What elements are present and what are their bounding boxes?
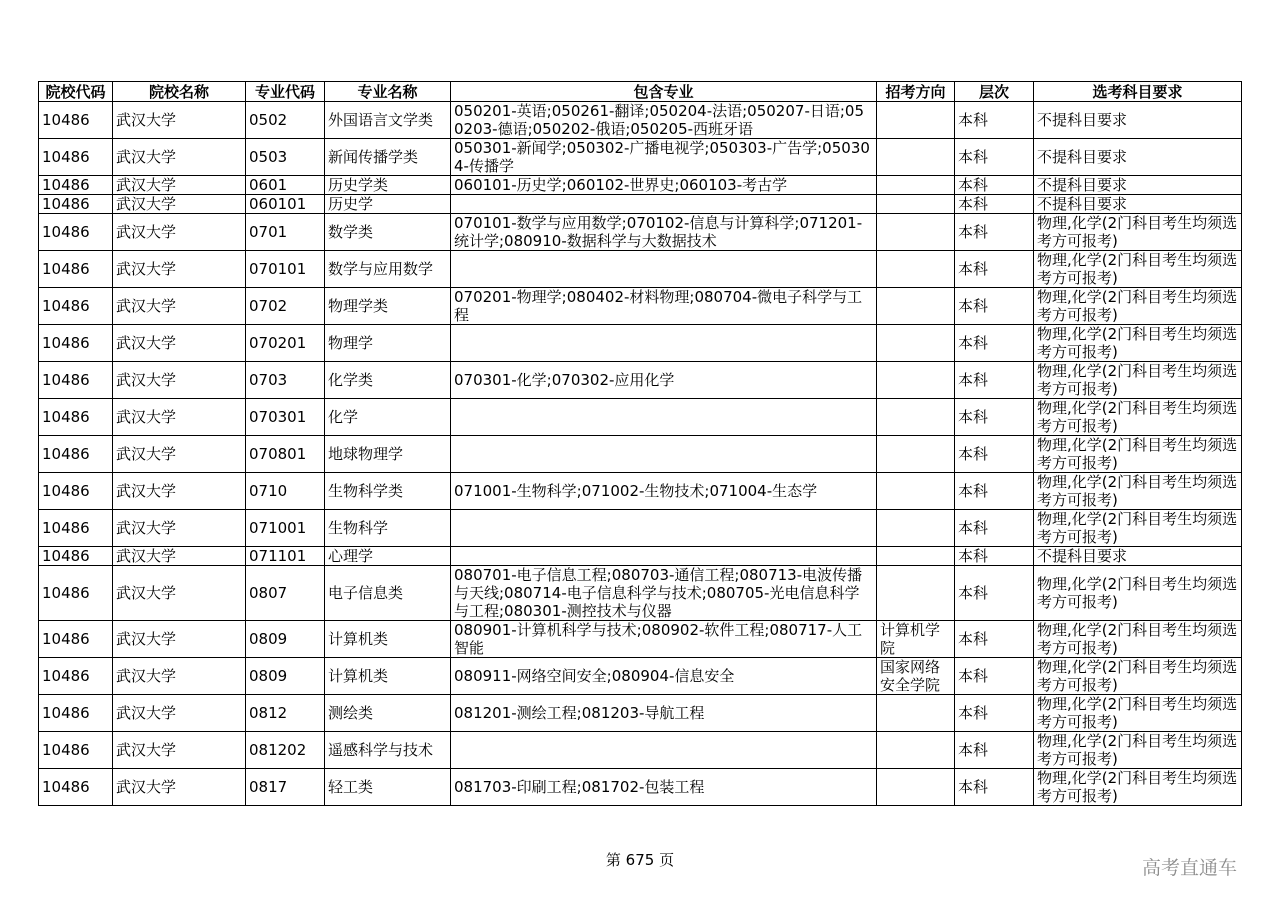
major-name-cell: 地球物理学 [325, 436, 451, 473]
table-row [39, 695, 1242, 732]
major-code-cell: 0817 [246, 769, 325, 806]
level-cell: 本科 [955, 251, 1034, 288]
subject-requirements-cell: 物理,化学(2门科目考生均须选考方可报考) [1034, 658, 1242, 695]
table-row [39, 325, 1242, 362]
school-code-cell: 10486 [39, 139, 113, 176]
major-name-cell: 新闻传播学类 [325, 139, 451, 176]
included-majors-cell: 070101-数学与应用数学;070102-信息与计算科学;071201-统计学;080910-数据科学与大数据技术 [451, 214, 877, 251]
school-code-cell: 10486 [39, 399, 113, 436]
level-cell: 本科 [955, 288, 1034, 325]
included-majors-cell [451, 547, 877, 566]
school-code-cell: 10486 [39, 102, 113, 139]
subject-requirements-cell: 不提科目要求 [1034, 195, 1242, 214]
level-cell: 本科 [955, 139, 1034, 176]
school-code-cell: 10486 [39, 288, 113, 325]
subject-requirements-cell: 物理,化学(2门科目考生均须选考方可报考) [1034, 288, 1242, 325]
table-row [39, 473, 1242, 510]
admission-subject-table [38, 81, 1242, 806]
major-name-cell: 遥感科学与技术 [325, 732, 451, 769]
table-row [39, 621, 1242, 658]
major-name-cell: 数学类 [325, 214, 451, 251]
subject-requirements-cell: 不提科目要求 [1034, 176, 1242, 195]
included-majors-cell: 080701-电子信息工程;080703-通信工程;080713-电波传播与天线;080714-电子信息科学与技术;080705-光电信息科学与工程;080301-测控技术与仪器 [451, 566, 877, 621]
level-cell: 本科 [955, 510, 1034, 547]
subject-requirements-cell: 物理,化学(2门科目考生均须选考方可报考) [1034, 769, 1242, 806]
major-code-cell: 0503 [246, 139, 325, 176]
table-row [39, 176, 1242, 195]
subject-requirements-cell: 物理,化学(2门科目考生均须选考方可报考) [1034, 621, 1242, 658]
admission-direction-cell [877, 195, 955, 214]
admission-direction-cell [877, 732, 955, 769]
admission-direction-cell [877, 362, 955, 399]
included-majors-cell: 080901-计算机科学与技术;080902-软件工程;080717-人工智能 [451, 621, 877, 658]
major-name-cell: 轻工类 [325, 769, 451, 806]
level-cell: 本科 [955, 732, 1034, 769]
included-majors-cell [451, 436, 877, 473]
admission-direction-cell [877, 214, 955, 251]
major-code-cell: 070201 [246, 325, 325, 362]
school-code-cell: 10486 [39, 251, 113, 288]
school-name-cell: 武汉大学 [113, 621, 246, 658]
school-name-cell: 武汉大学 [113, 102, 246, 139]
subject-requirements-cell: 物理,化学(2门科目考生均须选考方可报考) [1034, 566, 1242, 621]
major-code-cell: 0807 [246, 566, 325, 621]
school-name-cell: 武汉大学 [113, 325, 246, 362]
subject-requirements-cell: 物理,化学(2门科目考生均须选考方可报考) [1034, 325, 1242, 362]
subject-requirements-cell: 物理,化学(2门科目考生均须选考方可报考) [1034, 732, 1242, 769]
included-majors-cell [451, 399, 877, 436]
school-code-cell: 10486 [39, 195, 113, 214]
admission-direction-cell: 国家网络安全学院 [877, 658, 955, 695]
level-cell: 本科 [955, 695, 1034, 732]
school-name-cell: 武汉大学 [113, 769, 246, 806]
admission-direction-cell [877, 139, 955, 176]
subject-requirements-cell: 物理,化学(2门科目考生均须选考方可报考) [1034, 251, 1242, 288]
school-code-cell: 10486 [39, 176, 113, 195]
header-admission-direction: 招考方向 [877, 82, 955, 102]
subject-requirements-cell: 不提科目要求 [1034, 102, 1242, 139]
level-cell: 本科 [955, 325, 1034, 362]
level-cell: 本科 [955, 621, 1034, 658]
included-majors-cell: 080911-网络空间安全;080904-信息安全 [451, 658, 877, 695]
header-school-code: 院校代码 [39, 82, 113, 102]
table-row [39, 102, 1242, 139]
header-level: 层次 [955, 82, 1034, 102]
school-code-cell: 10486 [39, 547, 113, 566]
subject-requirements-cell: 不提科目要求 [1034, 547, 1242, 566]
subject-requirements-cell: 物理,化学(2门科目考生均须选考方可报考) [1034, 214, 1242, 251]
table-row [39, 547, 1242, 566]
admission-direction-cell [877, 288, 955, 325]
header-included-majors: 包含专业 [451, 82, 877, 102]
major-code-cell: 081202 [246, 732, 325, 769]
school-code-cell: 10486 [39, 325, 113, 362]
table-row [39, 658, 1242, 695]
major-name-cell: 计算机类 [325, 658, 451, 695]
major-code-cell: 0809 [246, 621, 325, 658]
major-code-cell: 060101 [246, 195, 325, 214]
major-name-cell: 外国语言文学类 [325, 102, 451, 139]
school-name-cell: 武汉大学 [113, 566, 246, 621]
admission-direction-cell: 计算机学院 [877, 621, 955, 658]
major-name-cell: 电子信息类 [325, 566, 451, 621]
included-majors-cell: 070201-物理学;080402-材料物理;080704-微电子科学与工程 [451, 288, 877, 325]
major-name-cell: 化学 [325, 399, 451, 436]
admission-direction-cell [877, 399, 955, 436]
major-code-cell: 070101 [246, 251, 325, 288]
major-name-cell: 历史学类 [325, 176, 451, 195]
included-majors-cell: 081703-印刷工程;081702-包装工程 [451, 769, 877, 806]
admission-direction-cell [877, 325, 955, 362]
included-majors-cell: 050301-新闻学;050302-广播电视学;050303-广告学;050304-传播学 [451, 139, 877, 176]
subject-requirements-cell: 物理,化学(2门科目考生均须选考方可报考) [1034, 436, 1242, 473]
level-cell: 本科 [955, 436, 1034, 473]
major-code-cell: 071001 [246, 510, 325, 547]
major-code-cell: 0809 [246, 658, 325, 695]
header-major-code: 专业代码 [246, 82, 325, 102]
school-name-cell: 武汉大学 [113, 399, 246, 436]
major-code-cell: 0710 [246, 473, 325, 510]
table-row [39, 769, 1242, 806]
school-name-cell: 武汉大学 [113, 547, 246, 566]
school-code-cell: 10486 [39, 621, 113, 658]
admission-direction-cell [877, 769, 955, 806]
level-cell: 本科 [955, 102, 1034, 139]
school-name-cell: 武汉大学 [113, 436, 246, 473]
school-name-cell: 武汉大学 [113, 732, 246, 769]
header-subject-requirements: 选考科目要求 [1034, 82, 1242, 102]
major-code-cell: 0502 [246, 102, 325, 139]
included-majors-cell [451, 251, 877, 288]
major-code-cell: 0701 [246, 214, 325, 251]
table-row [39, 732, 1242, 769]
level-cell: 本科 [955, 566, 1034, 621]
school-name-cell: 武汉大学 [113, 510, 246, 547]
school-code-cell: 10486 [39, 695, 113, 732]
level-cell: 本科 [955, 399, 1034, 436]
school-name-cell: 武汉大学 [113, 658, 246, 695]
major-code-cell: 0812 [246, 695, 325, 732]
table-header-row [39, 82, 1242, 102]
included-majors-cell: 071001-生物科学;071002-生物技术;071004-生态学 [451, 473, 877, 510]
major-name-cell: 化学类 [325, 362, 451, 399]
school-name-cell: 武汉大学 [113, 214, 246, 251]
table-row [39, 195, 1242, 214]
table-row [39, 139, 1242, 176]
subject-requirements-cell: 物理,化学(2门科目考生均须选考方可报考) [1034, 695, 1242, 732]
admission-direction-cell [877, 251, 955, 288]
school-name-cell: 武汉大学 [113, 473, 246, 510]
admission-direction-cell [877, 473, 955, 510]
header-major-name: 专业名称 [325, 82, 451, 102]
table-row [39, 566, 1242, 621]
table-row [39, 436, 1242, 473]
major-name-cell: 物理学 [325, 325, 451, 362]
included-majors-cell [451, 195, 877, 214]
major-name-cell: 物理学类 [325, 288, 451, 325]
subject-requirements-cell: 物理,化学(2门科目考生均须选考方可报考) [1034, 473, 1242, 510]
major-name-cell: 数学与应用数学 [325, 251, 451, 288]
major-name-cell: 生物科学类 [325, 473, 451, 510]
admission-direction-cell [877, 176, 955, 195]
school-code-cell: 10486 [39, 362, 113, 399]
level-cell: 本科 [955, 176, 1034, 195]
included-majors-cell: 070301-化学;070302-应用化学 [451, 362, 877, 399]
school-name-cell: 武汉大学 [113, 362, 246, 399]
school-code-cell: 10486 [39, 473, 113, 510]
major-code-cell: 0703 [246, 362, 325, 399]
table-row [39, 251, 1242, 288]
subject-requirements-cell: 不提科目要求 [1034, 139, 1242, 176]
level-cell: 本科 [955, 195, 1034, 214]
level-cell: 本科 [955, 769, 1034, 806]
school-code-cell: 10486 [39, 769, 113, 806]
admission-direction-cell [877, 102, 955, 139]
included-majors-cell: 050201-英语;050261-翻译;050204-法语;050207-日语;050203-德语;050202-俄语;050205-西班牙语 [451, 102, 877, 139]
level-cell: 本科 [955, 214, 1034, 251]
table-row [39, 288, 1242, 325]
table-row [39, 362, 1242, 399]
subject-requirements-cell: 物理,化学(2门科目考生均须选考方可报考) [1034, 399, 1242, 436]
included-majors-cell [451, 732, 877, 769]
major-name-cell: 历史学 [325, 195, 451, 214]
admission-direction-cell [877, 566, 955, 621]
major-name-cell: 计算机类 [325, 621, 451, 658]
school-code-cell: 10486 [39, 732, 113, 769]
admission-direction-cell [877, 695, 955, 732]
table-body [39, 102, 1242, 806]
school-name-cell: 武汉大学 [113, 139, 246, 176]
admission-direction-cell [877, 436, 955, 473]
subject-requirements-cell: 物理,化学(2门科目考生均须选考方可报考) [1034, 362, 1242, 399]
included-majors-cell: 081201-测绘工程;081203-导航工程 [451, 695, 877, 732]
major-name-cell: 心理学 [325, 547, 451, 566]
header-school-name: 院校名称 [113, 82, 246, 102]
page-number: 第 675 页 [605, 851, 675, 869]
school-code-cell: 10486 [39, 214, 113, 251]
school-name-cell: 武汉大学 [113, 176, 246, 195]
major-code-cell: 0702 [246, 288, 325, 325]
major-name-cell: 测绘类 [325, 695, 451, 732]
major-code-cell: 0601 [246, 176, 325, 195]
level-cell: 本科 [955, 473, 1034, 510]
table-row [39, 214, 1242, 251]
level-cell: 本科 [955, 658, 1034, 695]
level-cell: 本科 [955, 547, 1034, 566]
included-majors-cell [451, 510, 877, 547]
school-name-cell: 武汉大学 [113, 195, 246, 214]
school-code-cell: 10486 [39, 436, 113, 473]
table-row [39, 399, 1242, 436]
major-code-cell: 070301 [246, 399, 325, 436]
table-row [39, 510, 1242, 547]
school-code-cell: 10486 [39, 510, 113, 547]
major-code-cell: 070801 [246, 436, 325, 473]
school-name-cell: 武汉大学 [113, 251, 246, 288]
included-majors-cell [451, 325, 877, 362]
watermark-logo-text: 高考直通车 [1142, 857, 1238, 879]
school-name-cell: 武汉大学 [113, 288, 246, 325]
subject-requirements-cell: 物理,化学(2门科目考生均须选考方可报考) [1034, 510, 1242, 547]
school-name-cell: 武汉大学 [113, 695, 246, 732]
school-code-cell: 10486 [39, 566, 113, 621]
admission-direction-cell [877, 547, 955, 566]
level-cell: 本科 [955, 362, 1034, 399]
school-code-cell: 10486 [39, 658, 113, 695]
admission-direction-cell [877, 510, 955, 547]
major-name-cell: 生物科学 [325, 510, 451, 547]
major-code-cell: 071101 [246, 547, 325, 566]
included-majors-cell: 060101-历史学;060102-世界史;060103-考古学 [451, 176, 877, 195]
